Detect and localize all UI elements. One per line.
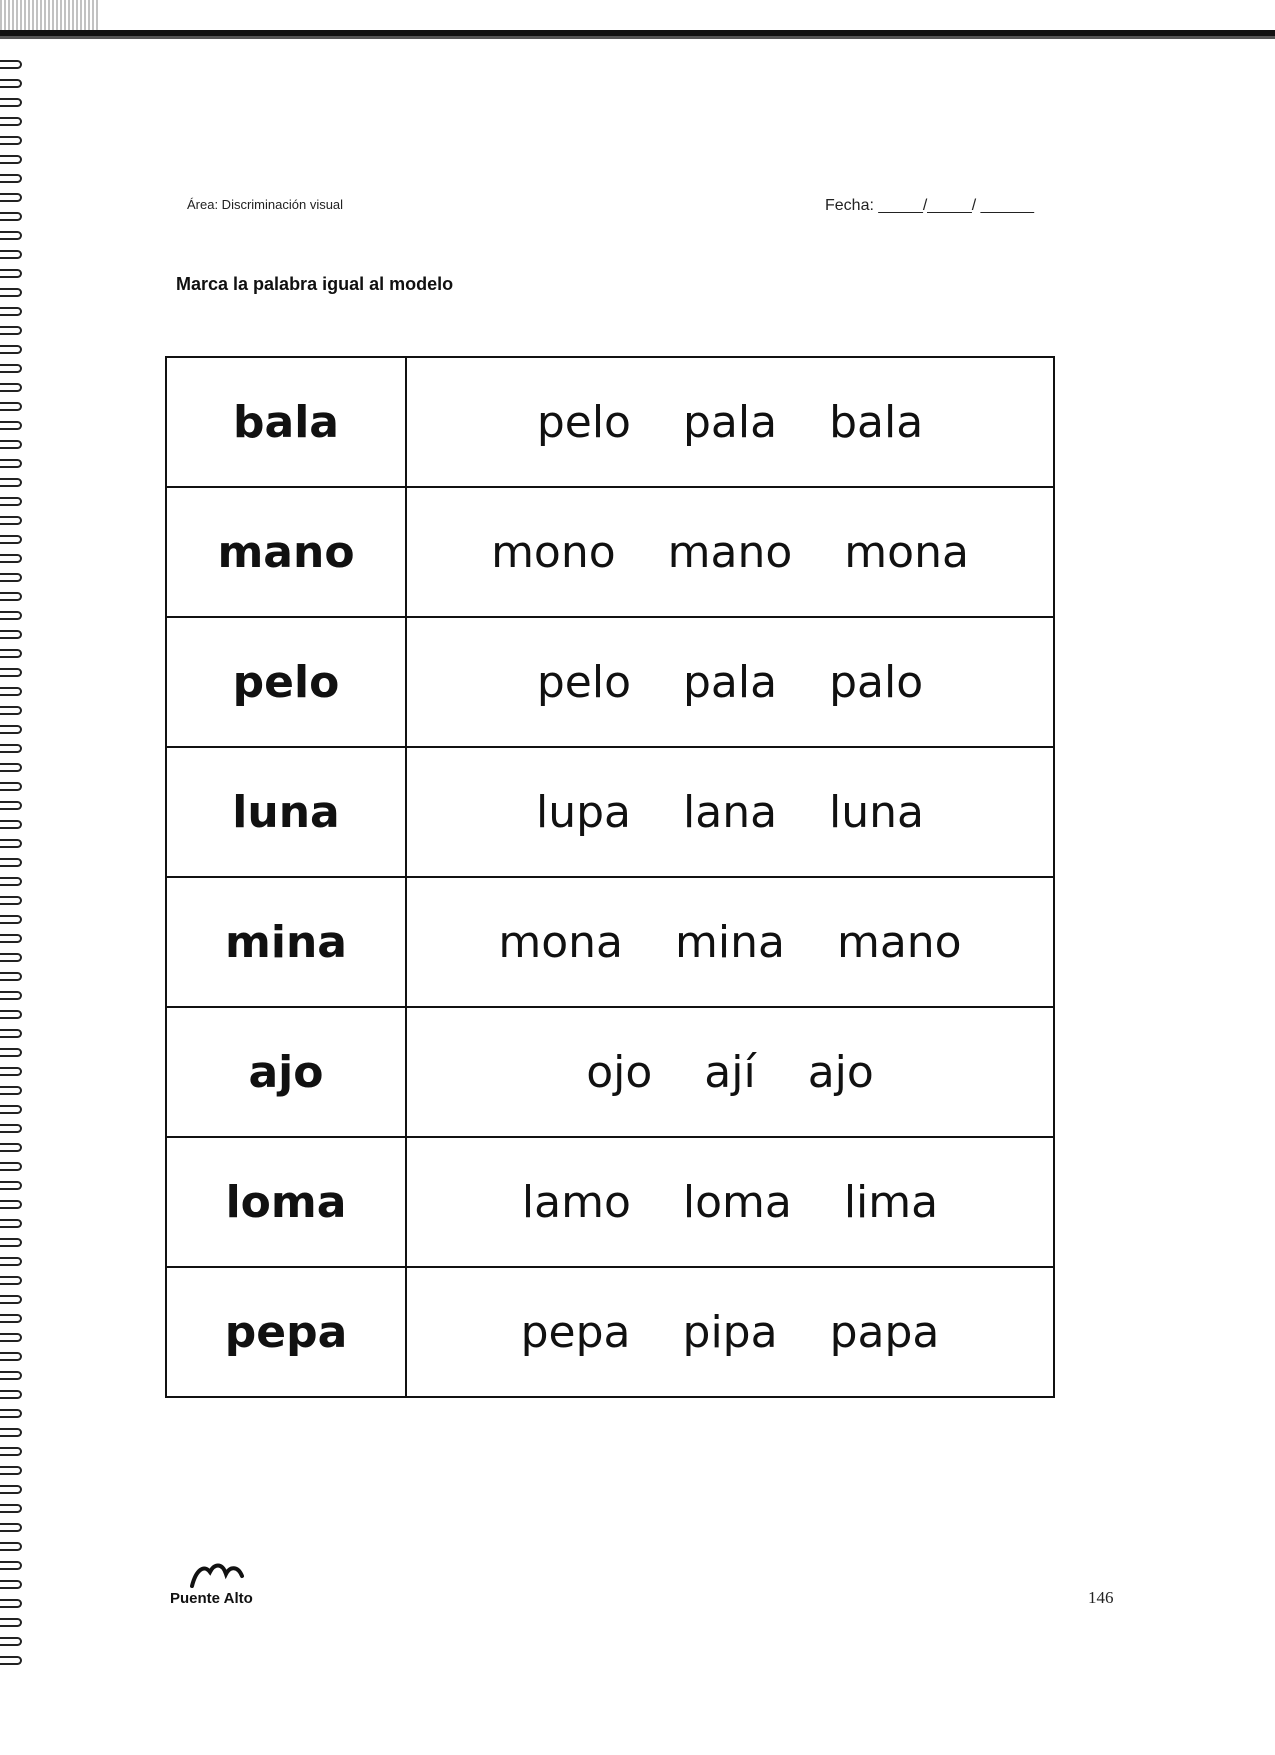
table-row bbox=[166, 1007, 1054, 1137]
spiral-ring bbox=[0, 345, 22, 354]
spiral-ring bbox=[0, 288, 22, 297]
spiral-ring bbox=[0, 725, 22, 734]
spiral-ring bbox=[0, 1010, 22, 1019]
spiral-ring bbox=[0, 174, 22, 183]
spiral-ring bbox=[0, 1105, 22, 1114]
model-word: bala bbox=[166, 357, 406, 487]
spiral-ring bbox=[0, 459, 22, 468]
spiral-ring bbox=[0, 1162, 22, 1171]
spiral-ring bbox=[0, 991, 22, 1000]
spiral-ring bbox=[0, 801, 22, 810]
spiral-ring bbox=[0, 60, 22, 69]
option-word[interactable]: lima bbox=[843, 1176, 939, 1228]
spiral-ring bbox=[0, 934, 22, 943]
options-cell bbox=[406, 617, 1054, 747]
option-word[interactable]: palo bbox=[829, 656, 924, 708]
table-row bbox=[166, 1267, 1054, 1397]
option-word[interactable]: papa bbox=[829, 1306, 940, 1358]
table-row bbox=[166, 357, 1054, 487]
spiral-ring bbox=[0, 763, 22, 772]
mountain-icon bbox=[188, 1560, 248, 1590]
spiral-ring bbox=[0, 687, 22, 696]
spiral-ring bbox=[0, 269, 22, 278]
spiral-ring bbox=[0, 1257, 22, 1266]
spiral-ring bbox=[0, 383, 22, 392]
option-word[interactable]: mona bbox=[498, 916, 624, 968]
spiral-ring bbox=[0, 421, 22, 430]
spiral-ring bbox=[0, 668, 22, 677]
spiral-ring bbox=[0, 117, 22, 126]
spiral-ring bbox=[0, 1143, 22, 1152]
spiral-ring bbox=[0, 1371, 22, 1380]
spiral-ring bbox=[0, 820, 22, 829]
option-word[interactable]: ajo bbox=[807, 1046, 874, 1098]
options-cell bbox=[406, 1137, 1054, 1267]
model-word: mano bbox=[166, 487, 406, 617]
spiral-ring bbox=[0, 1029, 22, 1038]
spiral-ring bbox=[0, 706, 22, 715]
spiral-ring bbox=[0, 1314, 22, 1323]
area-label: Área: Discriminación visual bbox=[187, 197, 344, 212]
spiral-ring bbox=[0, 402, 22, 411]
spiral-ring bbox=[0, 326, 22, 335]
word-table bbox=[165, 356, 1055, 1398]
options-cell bbox=[406, 1267, 1054, 1397]
spiral-ring bbox=[0, 136, 22, 145]
spiral-binding bbox=[0, 60, 30, 1680]
spiral-ring bbox=[0, 478, 22, 487]
page-number: 146 bbox=[1088, 1588, 1114, 1607]
option-word[interactable]: pelo bbox=[536, 396, 631, 448]
spiral-ring bbox=[0, 535, 22, 544]
option-word[interactable]: pelo bbox=[536, 656, 631, 708]
spiral-ring bbox=[0, 1276, 22, 1285]
spiral-ring bbox=[0, 98, 22, 107]
option-word[interactable]: mono bbox=[491, 526, 616, 578]
spiral-ring bbox=[0, 1637, 22, 1646]
spiral-ring bbox=[0, 212, 22, 221]
date-field: Fecha: _____/_____/ ______ bbox=[825, 197, 1035, 214]
spiral-ring bbox=[0, 1333, 22, 1342]
spiral-ring bbox=[0, 858, 22, 867]
spiral-ring bbox=[0, 1618, 22, 1627]
spiral-ring bbox=[0, 231, 22, 240]
spiral-ring bbox=[0, 1542, 22, 1551]
spiral-ring bbox=[0, 1409, 22, 1418]
spiral-ring bbox=[0, 649, 22, 658]
spiral-ring bbox=[0, 497, 22, 506]
model-word: loma bbox=[166, 1137, 406, 1267]
options-cell bbox=[406, 1007, 1054, 1137]
spiral-ring bbox=[0, 1295, 22, 1304]
table-row bbox=[166, 487, 1054, 617]
spiral-ring bbox=[0, 972, 22, 981]
option-word[interactable]: bala bbox=[829, 396, 924, 448]
table-row bbox=[166, 1137, 1054, 1267]
table-row bbox=[166, 877, 1054, 1007]
spiral-ring bbox=[0, 877, 22, 886]
spiral-ring bbox=[0, 1523, 22, 1532]
spiral-ring bbox=[0, 1599, 22, 1608]
logo-text: Puente Alto bbox=[170, 1590, 253, 1607]
spiral-ring bbox=[0, 782, 22, 791]
option-word[interactable]: lamo bbox=[521, 1176, 631, 1228]
spiral-ring bbox=[0, 1428, 22, 1437]
spiral-ring bbox=[0, 1067, 22, 1076]
spiral-ring bbox=[0, 1390, 22, 1399]
table-row bbox=[166, 747, 1054, 877]
option-word[interactable]: mano bbox=[667, 526, 793, 578]
spiral-ring bbox=[0, 1485, 22, 1494]
option-word[interactable]: mona bbox=[844, 526, 969, 578]
spiral-ring bbox=[0, 1352, 22, 1361]
options-cell bbox=[406, 487, 1054, 617]
spiral-ring bbox=[0, 630, 22, 639]
spiral-ring bbox=[0, 1561, 22, 1570]
spiral-ring bbox=[0, 307, 22, 316]
spiral-ring bbox=[0, 1580, 22, 1589]
spiral-ring bbox=[0, 1086, 22, 1095]
spiral-ring bbox=[0, 554, 22, 563]
options-cell bbox=[406, 357, 1054, 487]
spiral-ring bbox=[0, 155, 22, 164]
spiral-ring bbox=[0, 1200, 22, 1209]
model-word: luna bbox=[166, 747, 406, 877]
option-word[interactable]: pala bbox=[682, 396, 778, 448]
model-word: mina bbox=[166, 877, 406, 1007]
spiral-ring bbox=[0, 573, 22, 582]
option-word[interactable]: loma bbox=[682, 1176, 792, 1228]
instruction-text: Marca la palabra igual al modelo bbox=[176, 274, 454, 294]
option-word[interactable]: mano bbox=[836, 916, 962, 968]
spiral-ring bbox=[0, 516, 22, 525]
spiral-ring bbox=[0, 1124, 22, 1133]
spiral-ring bbox=[0, 839, 22, 848]
option-word[interactable]: lupa bbox=[535, 786, 631, 838]
spiral-ring bbox=[0, 896, 22, 905]
spiral-ring bbox=[0, 79, 22, 88]
spiral-ring bbox=[0, 1447, 22, 1456]
spiral-ring bbox=[0, 193, 22, 202]
option-word[interactable]: pipa bbox=[682, 1306, 778, 1358]
model-word: pepa bbox=[166, 1267, 406, 1397]
option-word[interactable]: ají bbox=[704, 1046, 756, 1098]
option-word[interactable]: luna bbox=[829, 786, 925, 838]
spiral-ring bbox=[0, 440, 22, 449]
spiral-ring bbox=[0, 1219, 22, 1228]
option-word[interactable]: lana bbox=[683, 786, 778, 838]
model-word: ajo bbox=[166, 1007, 406, 1137]
spiral-ring bbox=[0, 1504, 22, 1513]
spiral-ring bbox=[0, 1238, 22, 1247]
options-cell bbox=[406, 747, 1054, 877]
spiral-ring bbox=[0, 364, 22, 373]
spiral-ring bbox=[0, 250, 22, 259]
option-word[interactable]: ojo bbox=[586, 1046, 653, 1098]
spiral-ring bbox=[0, 1466, 22, 1475]
spiral-ring bbox=[0, 592, 22, 601]
spiral-ring bbox=[0, 611, 22, 620]
spiral-ring bbox=[0, 1656, 22, 1665]
spiral-ring bbox=[0, 915, 22, 924]
spiral-ring bbox=[0, 744, 22, 753]
spiral-ring bbox=[0, 1181, 22, 1190]
model-word: pelo bbox=[166, 617, 406, 747]
scan-edge bbox=[0, 0, 1275, 44]
puente-alto-logo bbox=[170, 1560, 270, 1610]
spiral-ring bbox=[0, 953, 22, 962]
option-word[interactable]: pepa bbox=[520, 1306, 631, 1358]
option-word[interactable]: pala bbox=[683, 656, 778, 708]
option-word[interactable]: mina bbox=[675, 916, 785, 968]
options-cell bbox=[406, 877, 1054, 1007]
table-row bbox=[166, 617, 1054, 747]
spiral-ring bbox=[0, 1048, 22, 1057]
